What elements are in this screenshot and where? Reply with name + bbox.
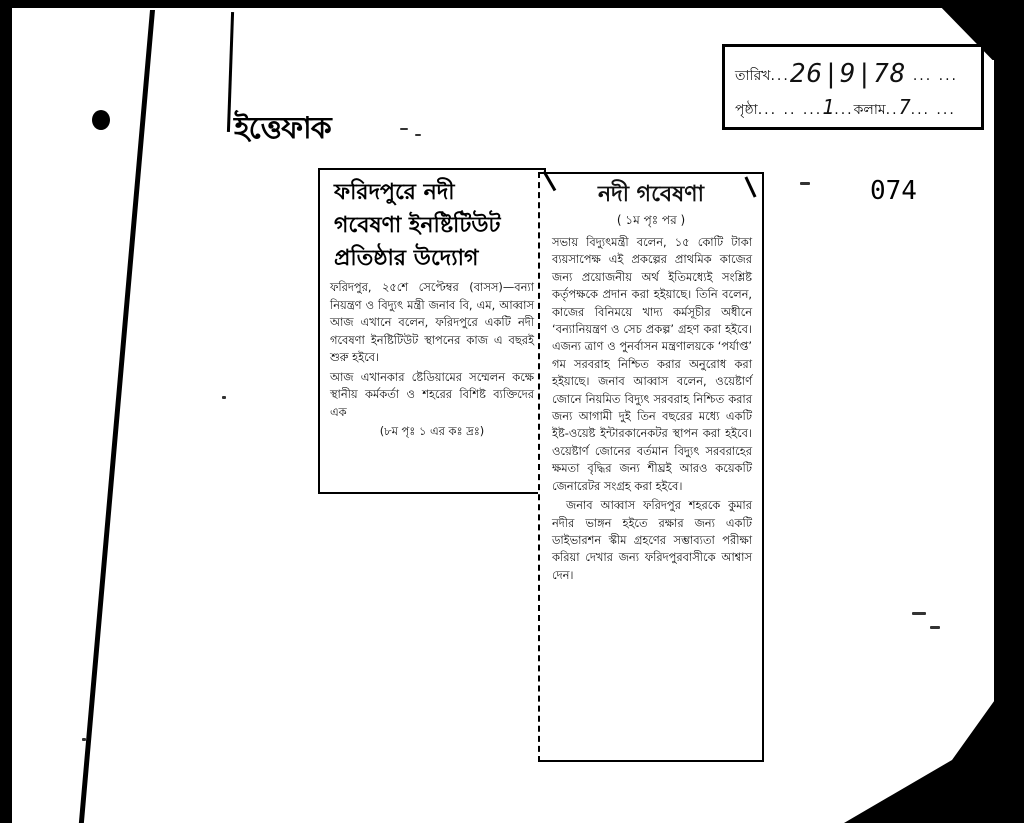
archive-number: 074 [870, 176, 917, 206]
scan-speck [222, 396, 226, 399]
binder-edge-line [79, 10, 155, 823]
stamp-page-value: 1 [822, 95, 835, 119]
scan-speck [400, 128, 408, 130]
stamp-dots: ... ... [906, 68, 959, 84]
stamp-dots: ... [834, 102, 854, 118]
scan-speck [930, 626, 940, 629]
punch-hole [92, 110, 110, 130]
article-headline [334, 176, 538, 275]
headline-line: প্রতিষ্ঠার উদ্যোগ [334, 246, 479, 271]
article-body [330, 279, 534, 441]
binder-inner-line [227, 12, 234, 132]
clipping-continued [538, 172, 764, 762]
headline-line: ফরিদপুরে নদী [334, 180, 455, 205]
stamp-date-value: 26|9|78 [789, 59, 907, 89]
article-paragraph: জনাব আব্বাস ফরিদপুর শহরকে কুমার নদীর ভাঙ্গন হইতে রক্ষার জন্য একটি ডাইভারশন স্কীম গ্রহণের সম্ভাব্যতা পরীক্ষা করিয়া দেখার জন্য ফরিদপুরবাসীকে আশ্বাস দেন। [552, 498, 752, 582]
stamp-dots: ... .. ... [757, 102, 823, 118]
scan-speck [415, 134, 421, 136]
newspaper-name: ইত্তেফাক [234, 111, 331, 146]
scan-speck [82, 738, 86, 741]
article-paragraph: ফরিদপুর, ২৫শে সেপ্টেম্বর (বাসস)—বন্যা নিয়ন্ত্রণ ও বিদ্যুৎ মন্ত্রী জনাব বি, এম, আব্বাস আজ এখানে বলেন, ফরিদপুরে একটি নদী গবেষণা ইনষ্টিটিউট স্থাপনের কাজ এ বছরই শুরু হইবে। [330, 280, 534, 364]
stamp-page-row [735, 95, 956, 122]
headline-line: গবেষণা ইনষ্টিটিউট [334, 213, 501, 238]
scan-speck [912, 612, 926, 615]
scan-speck [800, 182, 810, 185]
article-paragraph: আজ এখানকার ষ্টেডিয়ামের সম্মেলন কক্ষে স্থানীয় কর্মকর্তা ও শহরের বিশিষ্ট ব্যক্তিদের এক [330, 369, 534, 419]
article-paragraph: সভায় বিদ্যুৎমন্ত্রী বলেন, ১৫ কোটি টাকা ব্যয়সাপেক্ষ এই প্রকল্পের প্রাথমিক কাজের জন্য প্রয়োজনীয় অর্থ ইতিমধ্যেই সংশ্লিষ্ট কর্তৃপক্ষকে প্রদান করা হইয়াছে। তিনি বলেন, কাজের বিনিময়ে খাদ্য কর্মসূচীর অধীনে ‘বন্যানিয়ন্ত্রণ ও সেচ প্রকল্প’ গ্রহণ করা হইবে। এজন্য ত্রাণ ও পুনর্বাসন মন্ত্রণালয়কে ‘পর্যাপ্ত’ গম সরবরাহ নিশ্চিত করার অনুরোধ করা হইয়াছে। জনাব আব্বাস বলেন, ওয়েষ্টার্ণ জোনে নিয়মিত বিদ্যুৎ সরবরাহ নিশ্চিত করার জন্য আগামী দুই তিন বছরের মধ্যে একটি ইষ্ট-ওয়েষ্ট ইন্টারকানেকটর স্থাপন করা হইবে। ওয়েষ্টার্ণ জোনের বর্তমান বিদ্যুৎ সরবরাহের ক্ষমতা বৃদ্ধির জন্য শীঘ্রই আরও কয়েকটি জেনারেটর সংগ্রহ করা হইবে। [552, 235, 752, 493]
from-page-note: ( ১ম পৃঃ পর ) [616, 213, 686, 227]
stamp-dots: ... ... [910, 102, 956, 118]
stamp-date-row [735, 59, 958, 89]
stamp-column-value: 7 [898, 95, 911, 119]
continuation-note: (৮ম পৃঃ ১ এর কঃ দ্রঃ) [379, 424, 485, 438]
scan-border-left [0, 0, 12, 823]
stamp-dots: ... [770, 68, 790, 84]
stamp-dots: .. [885, 102, 899, 118]
scan-border-top [0, 0, 1024, 8]
continued-headline: নদী গবেষণা [598, 182, 704, 207]
article-body [552, 234, 752, 584]
stamp-page-label: পৃষ্ঠা [735, 102, 758, 118]
stamp-column-label: কলাম [853, 102, 886, 118]
stamp-date-label: তারিখ [735, 68, 771, 84]
clipping-front-page [318, 168, 546, 494]
clipping-stamp [722, 44, 984, 130]
